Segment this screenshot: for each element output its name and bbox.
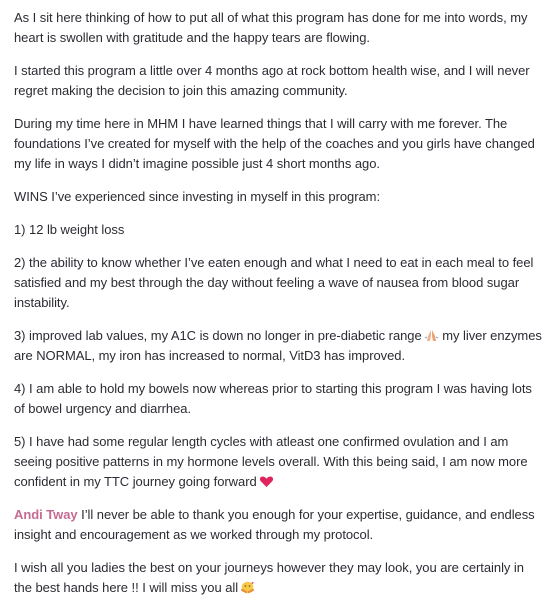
- praying-hands-icon: [424, 328, 439, 341]
- paragraph-win-3: [14, 326, 544, 366]
- paragraph-wins-heading: WINS I’ve experienced since investing in myself in this program:: [14, 189, 381, 204]
- paragraph-win-1: 1) 12 lb weight loss: [14, 222, 125, 237]
- win-3-text-b: my liver enzymes are NORMAL, my iron has increased to normal, VitD3 has improved.: [14, 328, 546, 363]
- win-5-text: 5) I have had some regular length cycles with atleast one confirmed ovulation and I am seeing positive patterns in my hormone levels overall. With this being said, I am now more confident in my TTC journey going forward: [14, 434, 532, 489]
- paragraph-start: I started this program a little over 4 months ago at rock bottom health wise, and I will never regret making the decision to join this amazing community.: [14, 63, 534, 98]
- paragraph-time: During my time here in MHM I have learned things that I will carry with me forever. The foundations I’ve created for myself with the help of the coaches and you girls have changed my life in ways I didn’t imagine possible just 4 short months ago.: [14, 116, 539, 171]
- win-3-text-a: 3) improved lab values, my A1C is down no longer in pre-diabetic range: [14, 328, 422, 343]
- post-body: [14, 0, 544, 598]
- thanks-text: I’ll never be able to thank you enough for your expertise, guidance, and endless insight and encouragement as we worked through my protocol.: [14, 507, 539, 542]
- heart-icon: [259, 474, 274, 487]
- paragraph-closing: [14, 558, 544, 598]
- paragraph-thanks: [14, 505, 544, 545]
- paragraph-intro: As I sit here thinking of how to put all of what this program has done for me into words, my heart is swollen with gratitude and the happy tears are flowing.: [14, 10, 532, 45]
- paragraph-win-2: 2) the ability to know whether I’ve eaten enough and what I need to eat in each meal to feel satisfied and my best through the day without feeling a wave of nausea from blood sugar instability.: [14, 255, 537, 310]
- paragraph-win-4: 4) I am able to hold my bowels now whereas prior to starting this program I was having lots of bowel urgency and diarrhea.: [14, 381, 536, 416]
- closing-text: I wish all you ladies the best on your journeys however they may look, you are certainly in the best hands here !! I will miss you all: [14, 560, 528, 595]
- paragraph-win-5: [14, 432, 544, 492]
- hug-icon: [240, 580, 255, 593]
- mention-link[interactable]: Andi Tway: [14, 507, 78, 522]
